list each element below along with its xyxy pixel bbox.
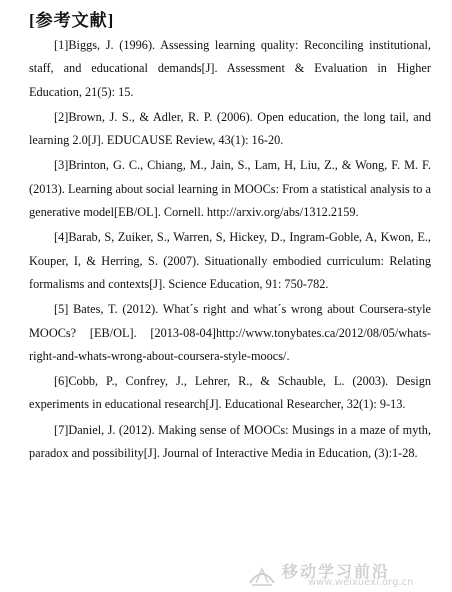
reference-list [29, 34, 431, 467]
book-logo-icon [248, 561, 276, 587]
reference-item-6: [6]Cobb, P., Confrey, J., Lehrer, R., & Schauble, L. (2003). Design experiments in educational research[J]. Educational Researcher, 32(1): 9-13. [29, 374, 431, 412]
reference-item-3: [3]Brinton, G. C., Chiang, M., Jain, S., Lam, H, Liu, Z., & Wong, F. M. F. (2013). Learning about social learning in MOOCs: From a statistical analysis to a generative model[EB/OL]. Cornell. http://arxiv.org/abs/1312.2159. [29, 158, 431, 220]
reference-item-4: [4]Barab, S, Zuiker, S., Warren, S, Hickey, D., Ingram-Goble, A, Kwon, E., Kouper, I, & Herring, S. (2007). Situationally embodied curriculum: Relating formalisms and contexts[J]. Science Education, 91: 750-782. [29, 230, 431, 291]
reference-item-2: [2]Brown, J. S., & Adler, R. P. (2006). Open education, the long tail, and learning 2.0[J]. EDUCAUSE Review, 43(1): 16-20. [29, 109, 431, 148]
reference-item-7: [7]Daniel, J. (2012). Making sense of MOOCs: Musings in a maze of myth, paradox and possibility[J]. Journal of Interactive Media in Education, (3):1-28. [29, 422, 431, 461]
references-heading: [参考文献] [29, 11, 115, 30]
watermark-url: www.weixuexi.org.cn [308, 577, 414, 588]
watermark-title: 移动学习前沿 [282, 562, 391, 581]
reference-item-5: [5] Bates, T. (2012). What´s right and what´s wrong about Coursera-style MOOCs? [EB/OL]. [2013-08-04]http://www.tonybates.ca/2012/08/05/whats-right-and-whats-wrong-about-coursera-style-moocs/. [29, 302, 431, 363]
watermark [248, 559, 448, 589]
reference-item-1: [1]Biggs, J. (1996). Assessing learning quality: Reconciling institutional, staff, and educational demands[J]. Assessment & Evaluation in Higher Education, 21(5): 15. [29, 38, 431, 99]
